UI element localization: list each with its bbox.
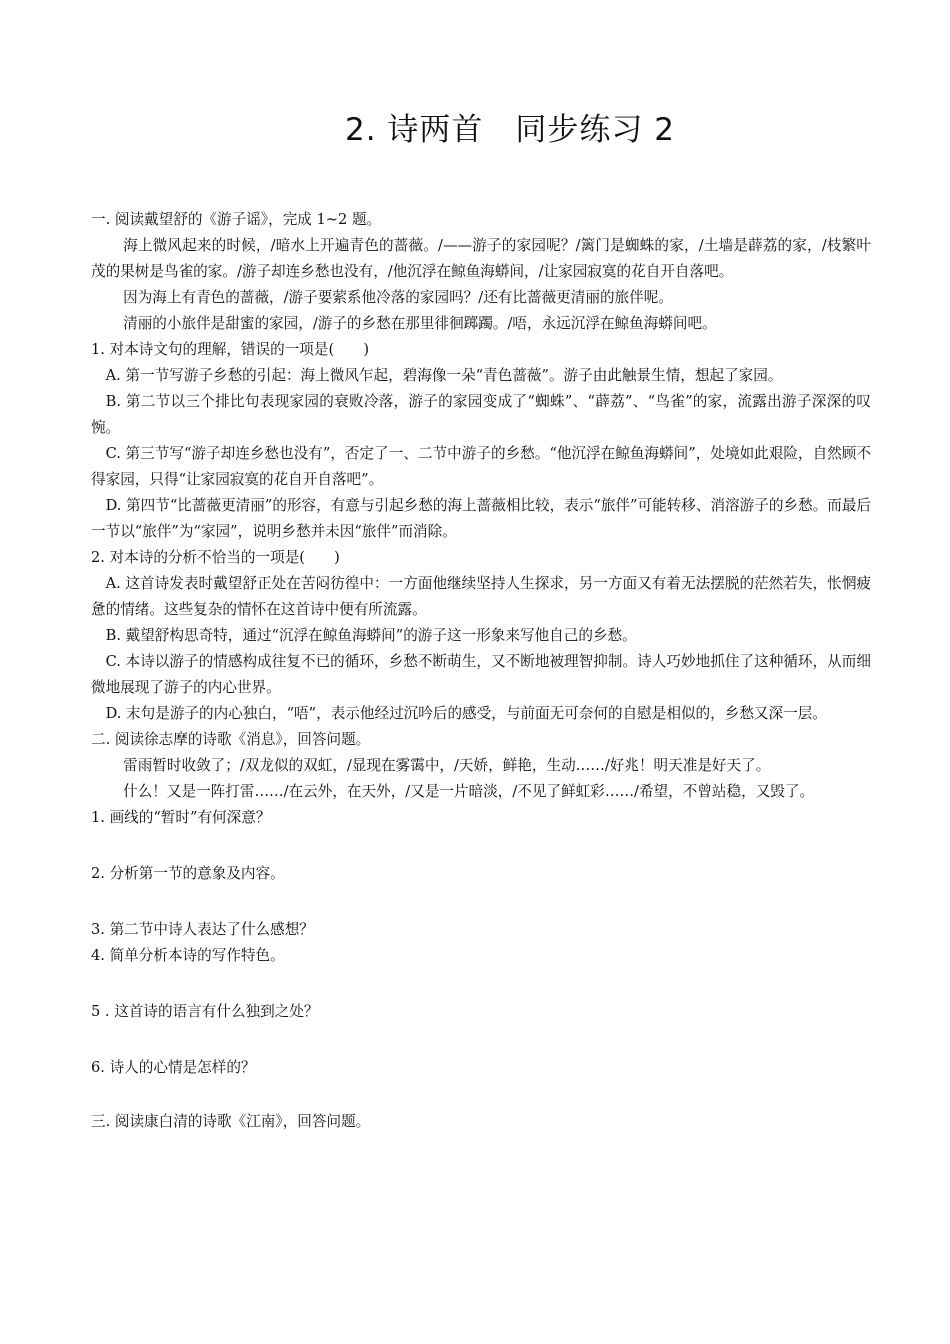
question-item: 6. 诗人的心情是怎样的？: [91, 1059, 256, 1076]
question-stem: 2. 对本诗的分析不恰当的一项是( ): [91, 549, 340, 566]
question-item: 4. 简单分析本诗的写作特色。: [91, 947, 285, 964]
section-heading: 三. 阅读康白清的诗歌《江南》，回答问题。: [91, 1113, 371, 1130]
question-item: 5 . 这首诗的语言有什么独到之处？: [91, 1003, 319, 1020]
answer-option: C. 第三节写“游子却连乡愁也没有”，否定了一、二节中游子的乡愁。“他沉浮在鲸鱼海蟒间”，处境如此艰险，自然顾不得家园，只得“让家园寂寞的花自开自落吧”。: [91, 445, 871, 488]
question-item: 3. 第二节中诗人表达了什么感想？: [91, 921, 314, 938]
poem-stanza: 什么！又是一阵打雷……/在云外，在天外，/又是一片暗淡，/不见了鲜虹彩……/希望，不曾站稳，又毁了。: [123, 783, 815, 800]
answer-option: D. 第四节“比蔷薇更清丽”的形容，有意与引起乡愁的海上蔷薇相比较，表示“旅伴”可能转移、消溶游子的乡愁。而最后一节以“旅伴”为“家园”，说明乡愁并未因“旅伴”而消除。: [91, 497, 871, 540]
answer-option: B. 第二节以三个排比句表现家园的衰败冷落，游子的家园变成了“蜘蛛”、“薜荔”、“鸟雀”的家，流露出游子深深的叹惋。: [91, 393, 871, 436]
poem-stanza: 雷雨暂时收敛了；/双龙似的双虹，/显现在雾霭中，/天娇，鲜艳，生动……/好兆！明天准是好天了。: [123, 757, 771, 774]
answer-option: B. 戴望舒构思奇特，通过“沉浮在鲸鱼海蟒间”的游子这一形象来写他自己的乡愁。: [105, 627, 637, 644]
poem-stanza: 因为海上有青色的蔷薇，/游子要萦系他冷落的家园吗？/还有比蔷薇更清丽的旅伴呢。: [123, 289, 673, 306]
question-stem: 1. 对本诗文句的理解，错误的一项是( ): [91, 341, 370, 358]
document-body: [91, 207, 871, 1135]
poem-stanza: 海上微风起来的时候，/暗水上开遍青色的蔷薇。/——游子的家园呢？/篱门是蜘蛛的家，/土墙是薜荔的家，/枝繁叶茂的果树是鸟雀的家。/游子却连乡愁也没有，/他沉浮在鲸鱼海蟒间，/让家园寂寞的花自开自落吧。: [91, 237, 871, 280]
poem-stanza: 清丽的小旅伴是甜蜜的家园，/游子的乡愁在那里徘徊踯躅。/唔，永远沉浮在鲸鱼海蟒间吧。: [123, 315, 717, 332]
question-item: 1. 画线的“暂时”有何深意？: [91, 809, 271, 826]
section-heading: 二. 阅读徐志摩的诗歌《消息》，回答问题。: [91, 731, 371, 748]
question-item: 2. 分析第一节的意象及内容。: [91, 865, 285, 882]
answer-option: A. 第一节写游子乡愁的引起：海上微风乍起，碧海像一朵“青色蔷薇”。游子由此触景生情，想起了家园。: [105, 367, 783, 384]
answer-option: C. 本诗以游子的情感构成往复不已的循环，乡愁不断萌生，又不断地被理智抑制。诗人巧妙地抓住了这种循环，从而细微地展现了游子的内心世界。: [91, 653, 871, 696]
page-title: 2. 诗两首 同步练习 2: [344, 112, 675, 148]
answer-option: A. 这首诗发表时戴望舒正处在苦闷彷徨中：一方面他继续坚持人生探求，另一方面又有着无法摆脱的茫然若失，怅惘疲惫的情绪。这些复杂的情怀在这首诗中便有所流露。: [91, 575, 871, 618]
section-heading: 一. 阅读戴望舒的《游子谣》，完成 1~2 题。: [91, 211, 382, 228]
answer-option: D. 末句是游子的内心独白，“唔”，表示他经过沉吟后的感受，与前面无可奈何的自慰是相似的，乡愁又深一层。: [105, 705, 827, 722]
